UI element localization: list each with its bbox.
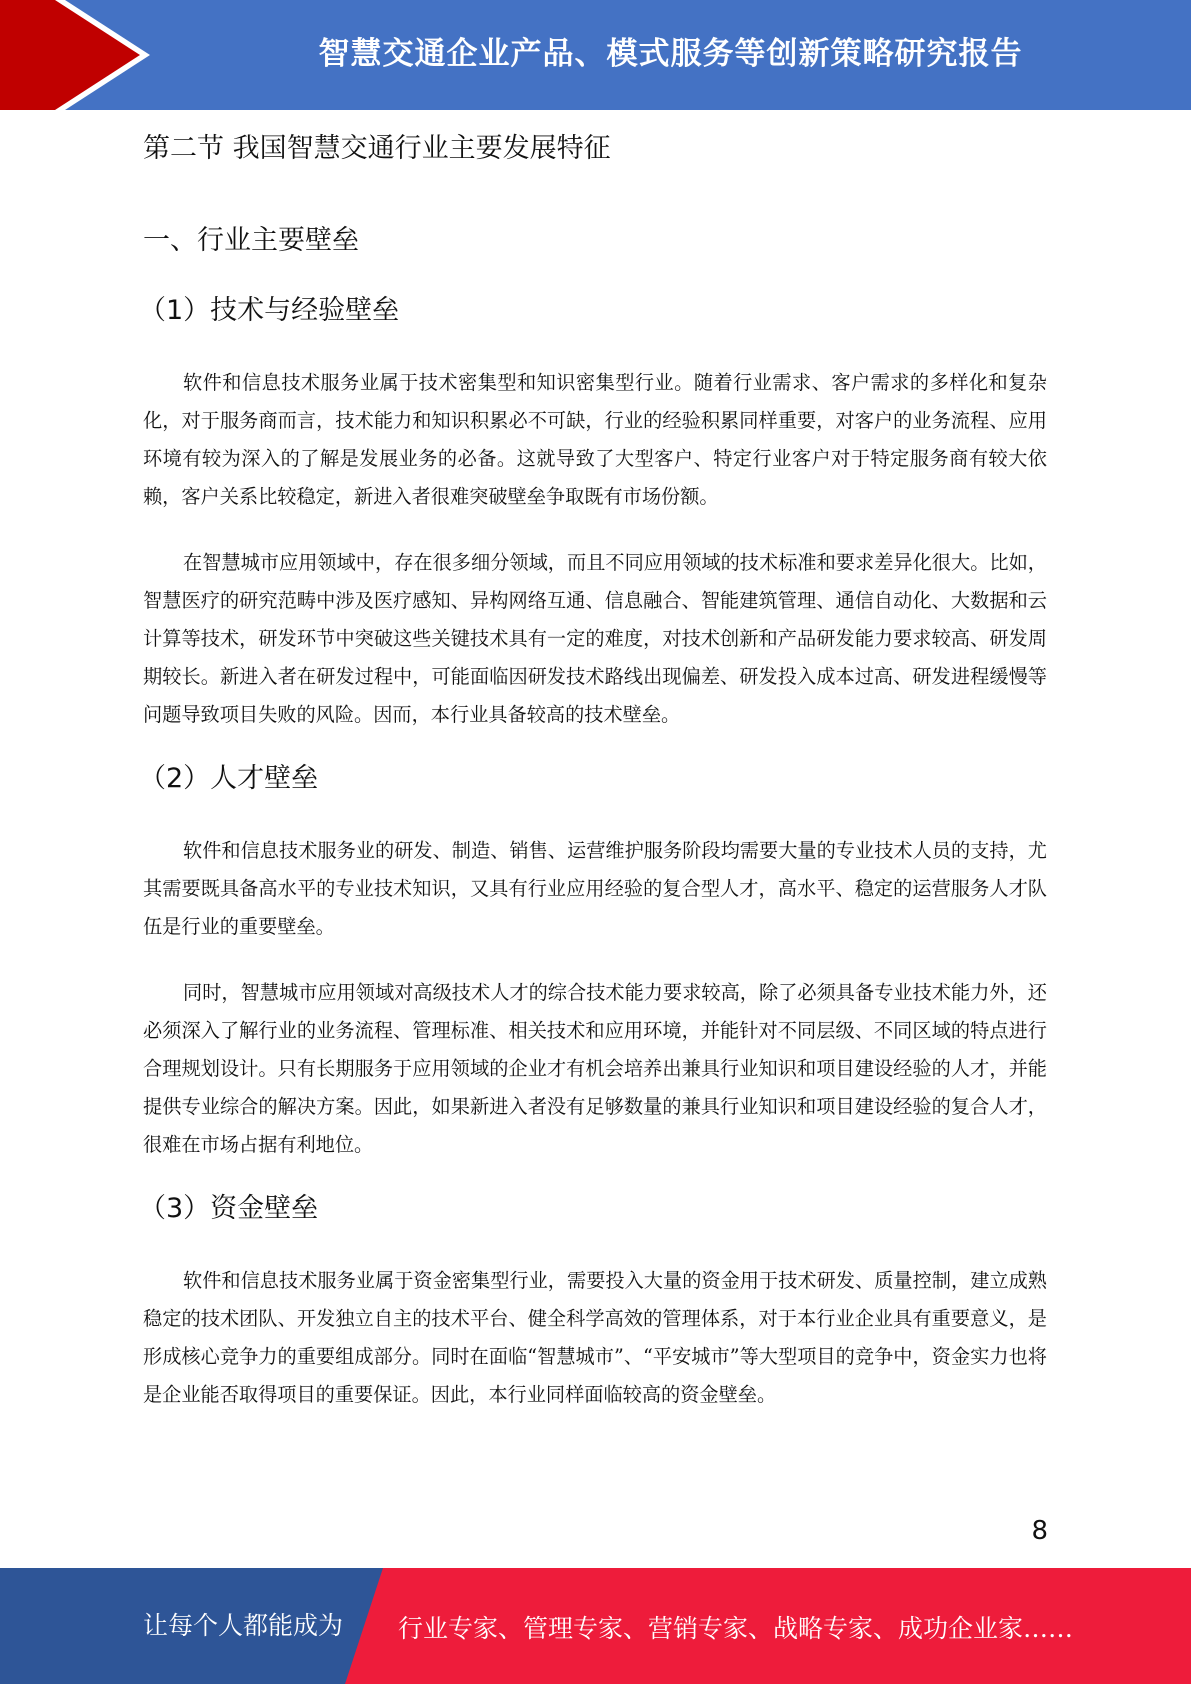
paragraph: 软件和信息技术服务业的研发、制造、销售、运营维护服务阶段均需要大量的专业技术人员的支持，尤其需要既具备高水平的专业技术知识，又具有行业应用经验的复合型人才，高水平、稳定的运营服务人才队伍是行业的重要壁垒。 [143, 839, 1047, 938]
paragraph: 软件和信息技术服务业属于技术密集型和知识密集型行业。随着行业需求、客户需求的多样化和复杂化，对于服务商而言，技术能力和知识积累必不可缺，行业的经验积累同样重要，对客户的业务流程、应用环境有较为深入的了解是发展业务的必备。这就导致了大型客户、特定行业客户对于特定服务商有较大依赖，客户关系比较稳定，新进入者很难突破壁垒争取既有市场份额。 [143, 371, 1047, 508]
heading-industry-barriers: 一、行业主要壁垒 [143, 225, 359, 256]
subsection-title-tech: （1）技术与经验壁垒 [139, 295, 400, 326]
page-footer [0, 1568, 1191, 1684]
page-content [139, 124, 1047, 1414]
section-title: 第二节 我国智慧交通行业主要发展特征 [143, 133, 611, 164]
subsection-title-capital: （3）资金壁垒 [139, 1193, 319, 1224]
paragraph: 软件和信息技术服务业属于资金密集型行业，需要投入大量的资金用于技术研发、质量控制，建立成熟稳定的技术团队、开发独立自主的技术平台、健全科学高效的管理体系，对于本行业企业具有重要意义，是形成核心竞争力的重要组成部分。同时在面临“智慧城市”、“平安城市”等大型项目的竞争中，资金实力也将是企业能否取得项目的重要保证。因此，本行业同样面临较高的资金壁垒。 [143, 1269, 1047, 1406]
page-header [0, 0, 1191, 110]
header-chevron-icon [0, 0, 150, 110]
footer-slogan-left: 让每个人都能成为 [143, 1611, 344, 1640]
paragraph: 同时，智慧城市应用领域对高级技术人才的综合技术能力要求较高，除了必须具备专业技术能力外，还必须深入了解行业的业务流程、管理标准、相关技术和应用环境，并能针对不同层级、不同区域的特点进行合理规划设计。只有长期服务于应用领域的企业才有机会培养出兼具行业知识和项目建设经验的人才，并能提供专业综合的解决方案。因此，如果新进入者没有足够数量的兼具行业知识和项目建设经验的复合人才，很难在市场占据有利地位。 [143, 981, 1047, 1156]
footer-slogan-right: 行业专家、管理专家、营销专家、战略专家、成功企业家…… [398, 1614, 1074, 1643]
subsection-title-talent: （2）人才壁垒 [139, 763, 319, 794]
report-title: 智慧交通企业产品、模式服务等创新策略研究报告 [318, 35, 1023, 72]
page-number: 8 [1031, 1516, 1048, 1546]
paragraph: 在智慧城市应用领域中，存在很多细分领域，而且不同应用领域的技术标准和要求差异化很大。比如，智慧医疗的研究范畴中涉及医疗感知、异构网络互通、信息融合、智能建筑管理、通信自动化、大数据和云计算等技术，研发环节中突破这些关键技术具有一定的难度，对技术创新和产品研发能力要求较高、研发周期较长。新进入者在研发过程中，可能面临因研发技术路线出现偏差、研发投入成本过高、研发进程缓慢等问题导致项目失败的风险。因而，本行业具备较高的技术壁垒。 [143, 551, 1047, 726]
